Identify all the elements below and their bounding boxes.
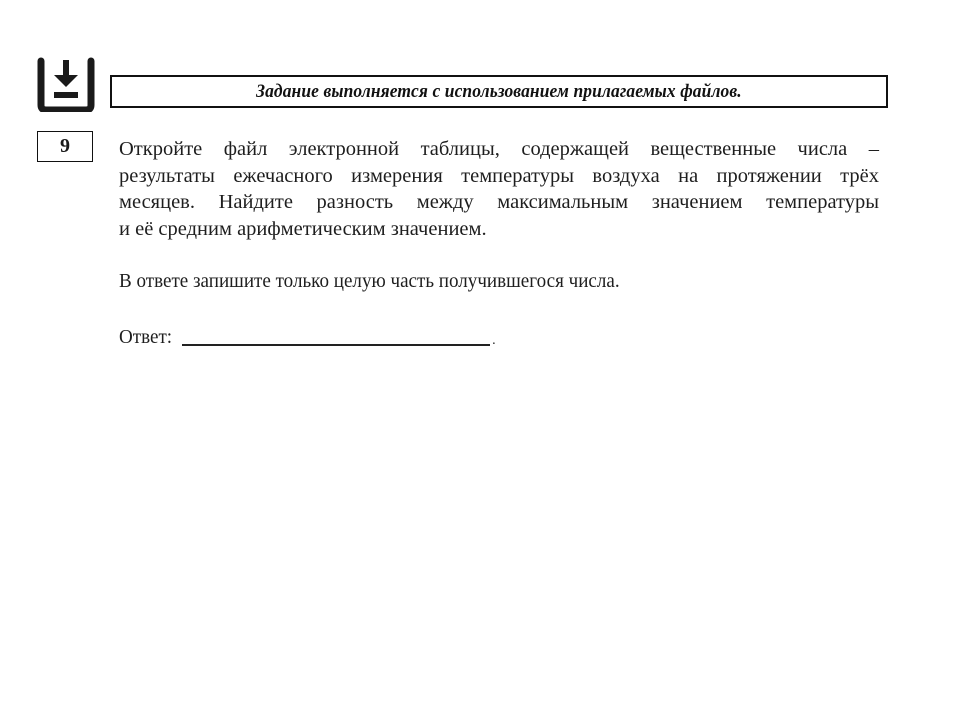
task-line: результаты ежечасного измерения температуры воздуха на протяжении трёх <box>119 164 879 187</box>
answer-label: Ответ: <box>119 326 173 348</box>
task-line: месяцев. Найдите разность между максимальным значением температуры <box>119 191 879 213</box>
answer-instruction: В ответе запишите только целую часть получившегося числа. <box>119 270 620 292</box>
download-file-icon <box>36 57 96 112</box>
files-notice-box <box>110 75 888 108</box>
answer-period: . <box>492 333 496 348</box>
task-line: Откройте файл электронной таблицы, содержащей вещественные числа – <box>119 138 879 160</box>
answer-row <box>119 326 496 349</box>
task-number: 9 <box>37 131 93 162</box>
answer-field[interactable] <box>182 344 490 346</box>
task-line: и её средним арифметическим значением. <box>119 217 487 240</box>
task-description <box>119 136 879 242</box>
files-notice-text: Задание выполняется с использованием прилагаемых файлов. <box>256 80 742 102</box>
